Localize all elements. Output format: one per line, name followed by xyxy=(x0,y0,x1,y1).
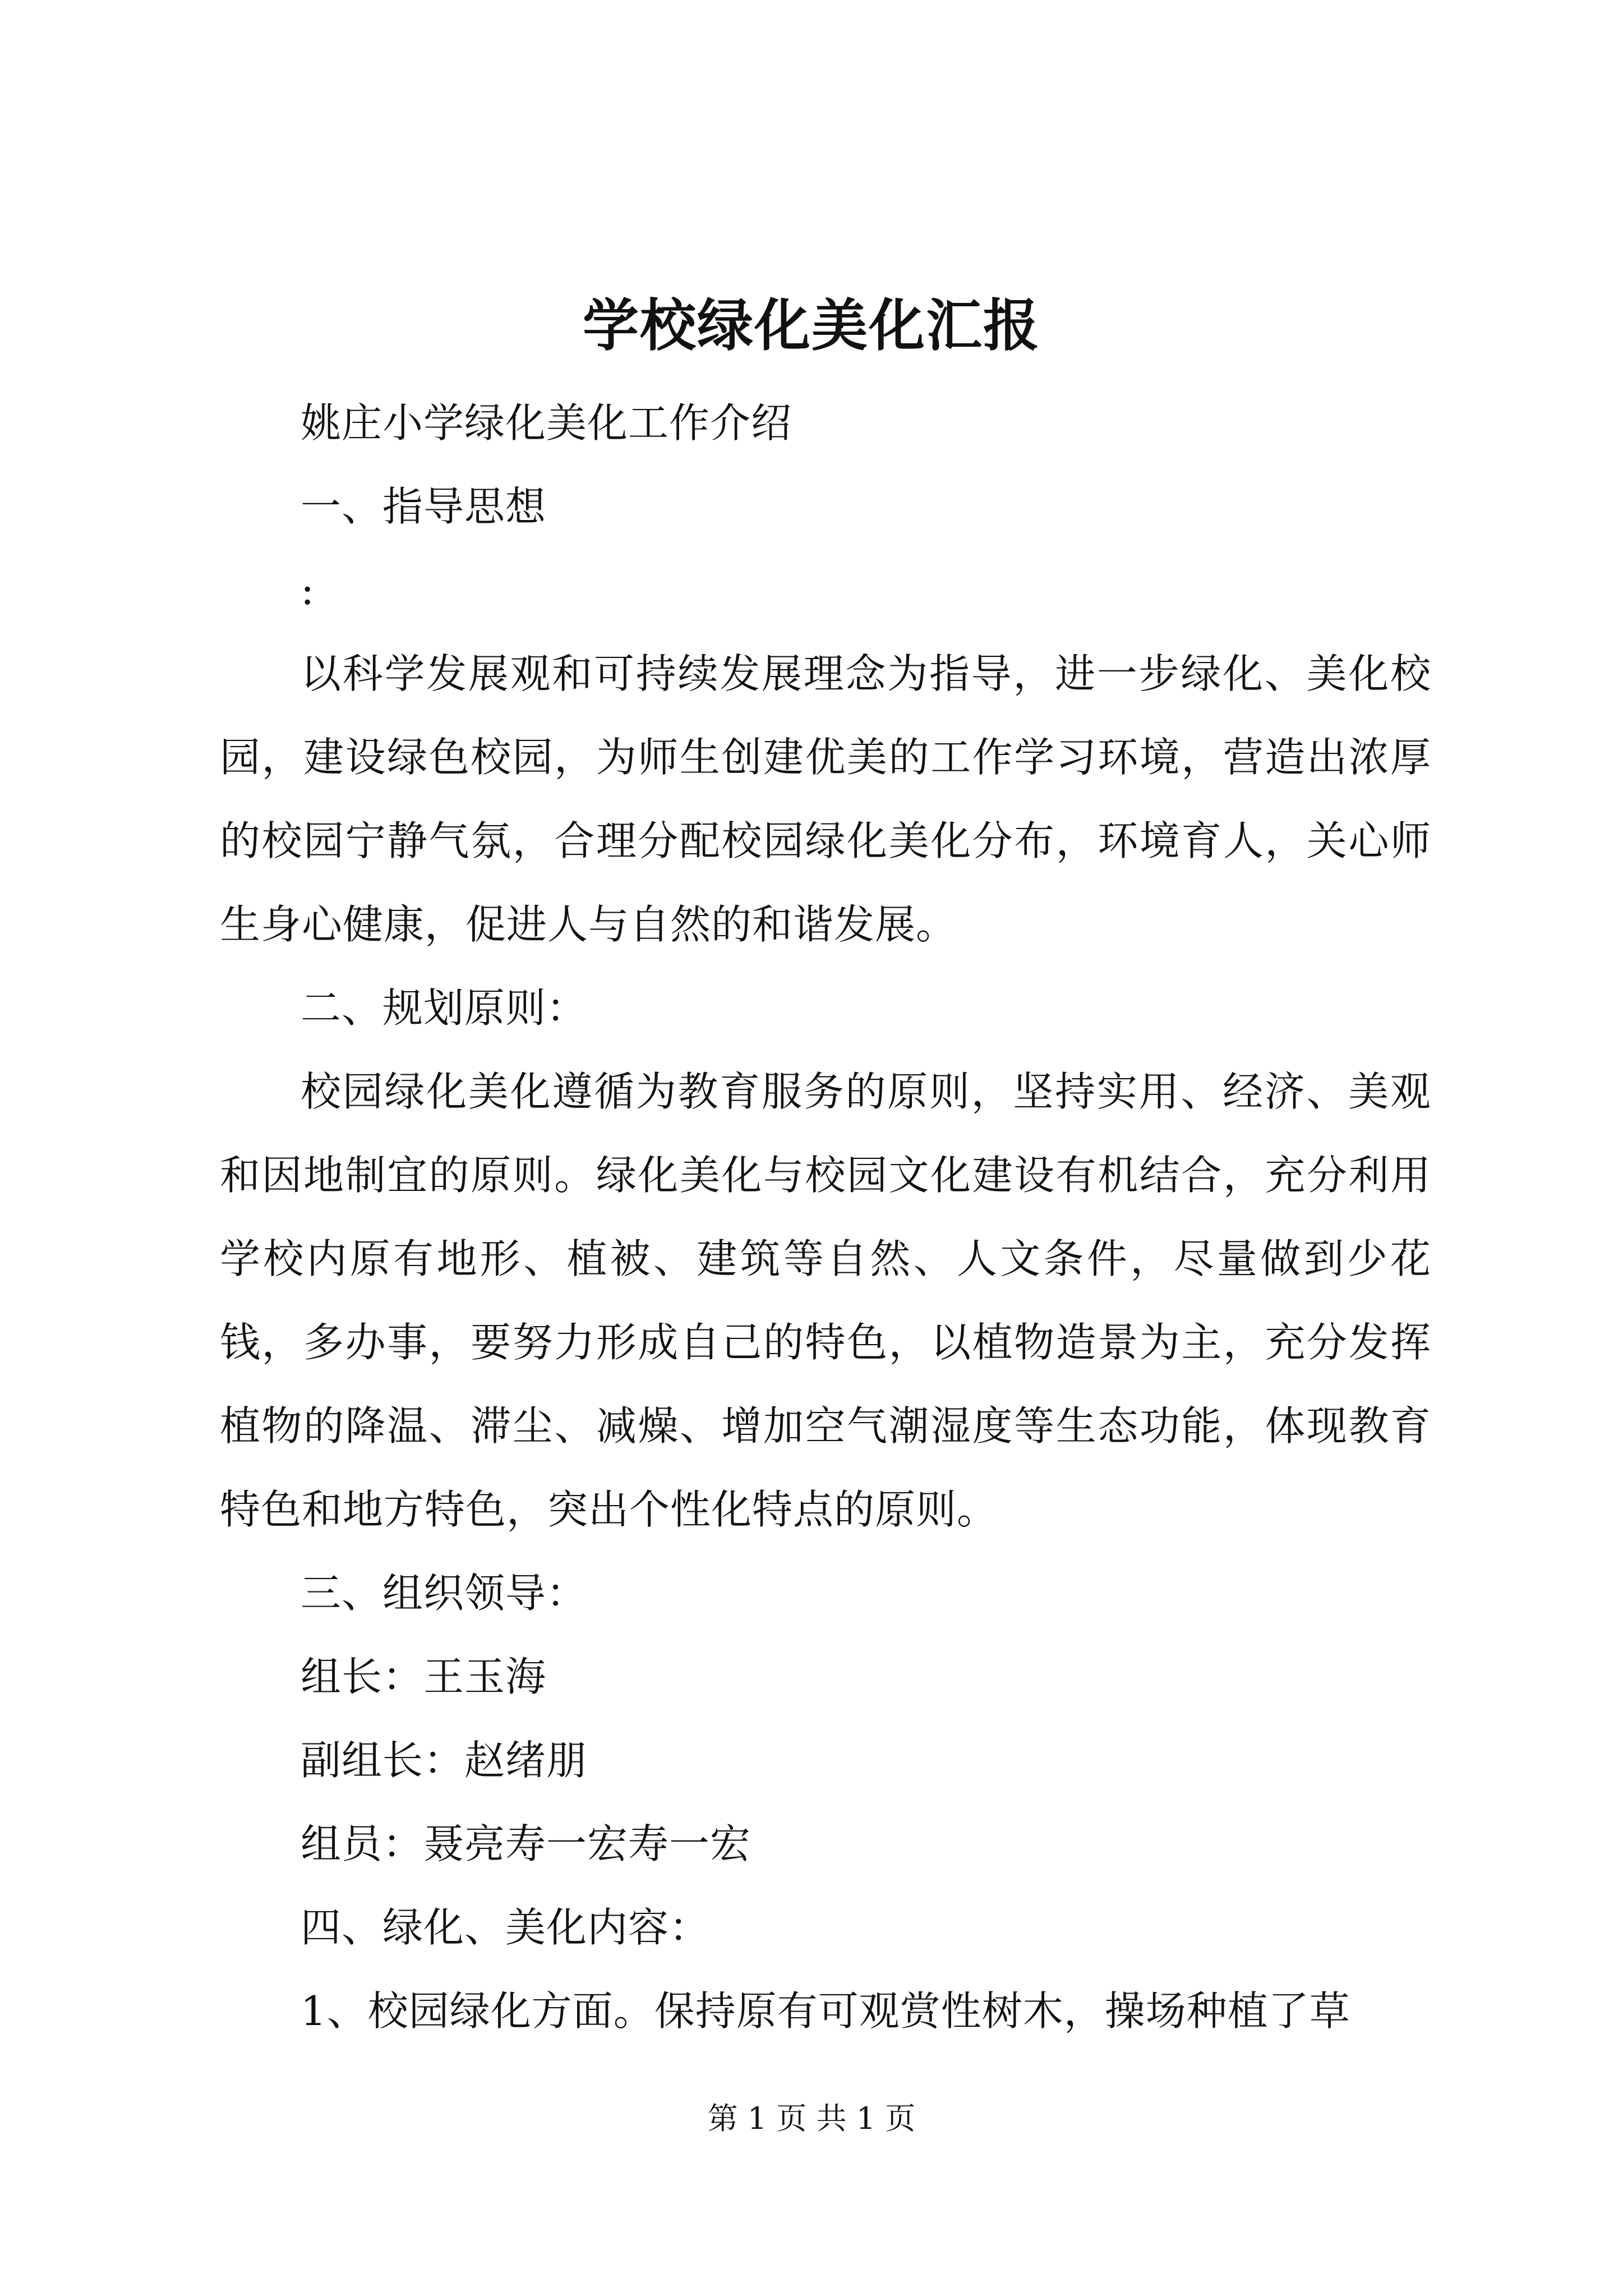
paragraph-members: 组员：聂亮寿一宏寿一宏 xyxy=(301,1820,751,1867)
paragraph-deputy-leader: 副组长：赵绪朋 xyxy=(301,1737,588,1784)
document-title: 学校绿化美化汇报 xyxy=(583,292,1040,358)
paragraph-leader: 组长：王玉海 xyxy=(301,1653,547,1700)
heading-content: 四、绿化、美化内容： xyxy=(301,1904,711,1951)
paragraph-campus-greening: 1、校园绿化方面。保持原有可观赏性树木，操场种植了草 xyxy=(301,1987,1350,2035)
paragraph-planning-principles: 校园绿化美化遵循为教育服务的原则，坚持实用、经济、美观和因地制宜的原则。绿化美化与校园文化建设有机结合，充分利用学校内原有地形、植被、建筑等自然、人文条件，尽量做到少花钱，多办事，要努力形成自己的特色，以植物造景为主，充分发挥植物的降温、滞尘、减燥、增加空气潮湿度等生态功能，体现教育特色和地方特色，突出个性化特点的原则。 xyxy=(220,1068,1431,1533)
paragraph-intro: 姚庄小学绿化美化工作介绍 xyxy=(301,399,792,447)
paragraph-colon: : xyxy=(301,567,315,614)
heading-organization: 三、组织领导： xyxy=(301,1570,588,1617)
document-body xyxy=(220,381,1431,2053)
page-footer: 第 1 页 共 1 页 xyxy=(707,2101,916,2136)
paragraph-guiding-ideology: 以科学发展观和可持续发展理念为指导，进一步绿化、美化校园，建设绿色校园，为师生创建优美的工作学习环境，营造出浓厚的校园宁静气氛，合理分配校园绿化美化分布，环境育人，关心师生身心健康，促进人与自然的和谐发展。 xyxy=(220,650,1431,948)
heading-planning-principles: 二、规划原则： xyxy=(301,984,588,1032)
heading-guiding-ideology: 一、指导思想 xyxy=(301,483,547,530)
